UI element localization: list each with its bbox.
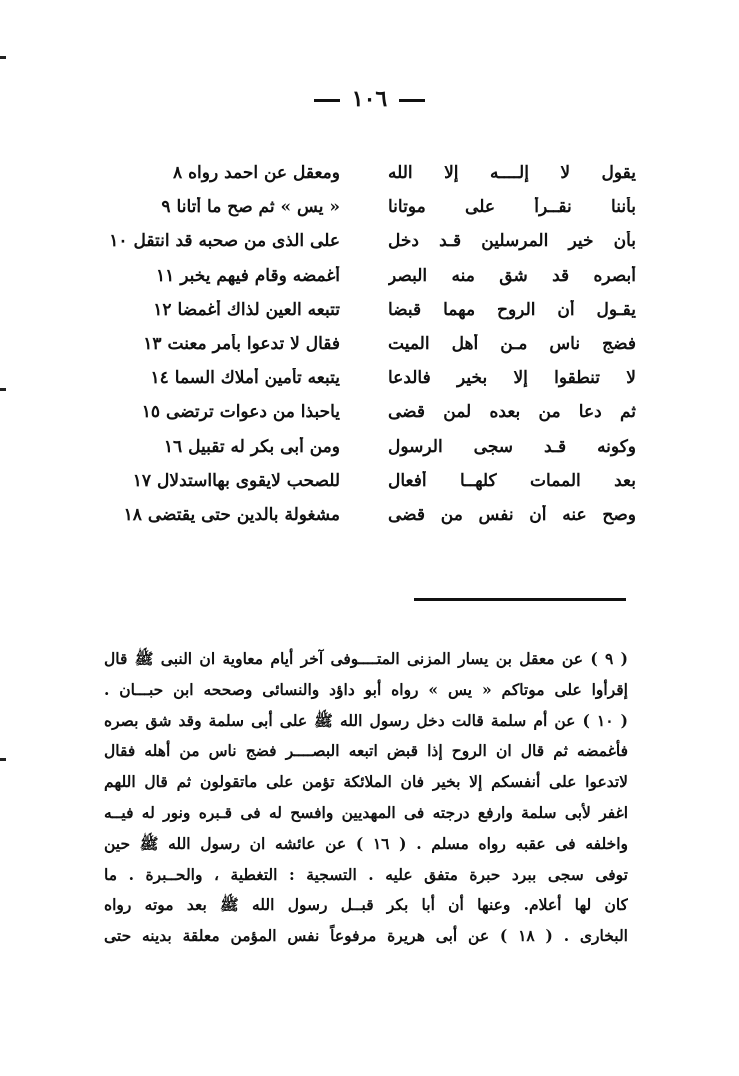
- footnote-line: لاتدعوا على أنفسكم إلا بخير فان الملائكة تؤمن على ماتقولون ثم قال اللهم: [104, 772, 628, 792]
- verse-second-hemistich: [96, 231, 340, 251]
- margin-mark-top: [0, 56, 6, 59]
- footnote-line: اغفر لأبى سلمة وارفع درجته فى المهديين وافسح له فى قـبره ونور له فيــه: [104, 802, 628, 822]
- verse-first-hemistich: وكونه قـد سجى الرسول: [388, 436, 636, 457]
- verse-second-hemistich: [96, 402, 340, 422]
- verse-first-hemistich: ثم دعا من بعده لمن قضى: [388, 402, 636, 423]
- verse-number: ٨: [172, 163, 183, 184]
- footnotes: [104, 644, 628, 952]
- margin-mark-middle: [0, 388, 6, 391]
- verse-first-hemistich: بعد الممات كلهــا أفعال: [388, 470, 636, 491]
- verse-second-text: ومعقل عن احمد رواه: [188, 163, 340, 184]
- verse-first-hemistich: بأن خير المرسلين قـد دخل: [388, 231, 636, 252]
- verse: [96, 259, 636, 293]
- verse: [96, 464, 636, 498]
- verse-second-hemistich: [96, 197, 340, 217]
- page-number-dash-left: [314, 99, 340, 102]
- footnote-line: ( ٩ ) عن معقل بن يسار المزنى المتــــوفى آخر أيام معاوية ان النبى ﷺ قال: [104, 649, 628, 668]
- verse: [96, 395, 636, 429]
- footnote-line: فأغمضه ثم قال ان الروح إذا قبض اتبعه البصــــر فضج ناس من أهله فقال: [104, 741, 628, 761]
- verse: [96, 224, 636, 258]
- verse-second-hemistich: [96, 437, 340, 457]
- verse-number: ١٣: [143, 334, 162, 355]
- page-number-text: ١٠٦: [351, 86, 388, 112]
- verse-second-hemistich: [96, 163, 340, 183]
- verse-second-hemistich: [96, 471, 340, 491]
- footnote-divider: [414, 598, 626, 601]
- verse-second-text: « يس » ثم صح ما أتانا: [176, 197, 340, 218]
- verse-second-text: على الذى من صحبه قد انتقل: [133, 231, 340, 252]
- page-number: [0, 86, 739, 112]
- verse-second-hemistich: [96, 505, 340, 525]
- verse-first-hemistich: وصح عنه أن نفس من قضى: [388, 504, 636, 525]
- verse-second-text: فقال لا تدعوا بأمر معنت: [167, 334, 340, 355]
- verse: [96, 156, 636, 190]
- verse-number: ١٤: [150, 368, 169, 389]
- verse-number: ١٥: [141, 402, 161, 423]
- verse-first-hemistich: فضج ناس مـن أهل الميت: [388, 334, 636, 355]
- verse-number: ١٢: [153, 299, 172, 320]
- verse-first-hemistich: أبصره قد شق منه البصر: [388, 265, 636, 286]
- margin-mark-lower: [0, 758, 6, 761]
- verse: [96, 361, 636, 395]
- footnote-line: البخارى . ( ١٨ ) عن أبى هريرة مرفوعاً نفس المؤمن معلقة بدينه حتى: [104, 926, 628, 946]
- verse: [96, 327, 636, 361]
- footnote-line: إقرأوا على موتاكم « يس » رواه أبو داؤد والنسائى وصححه ابن حبـــان .: [104, 679, 628, 699]
- verse-second-hemistich: [96, 368, 340, 388]
- verse-second-hemistich: [96, 300, 340, 320]
- verse-number: ١١: [156, 265, 175, 286]
- verse-second-hemistich: [96, 334, 340, 354]
- poem: [96, 156, 636, 532]
- verse-second-text: تتبعه العين لذاك أغمضا: [177, 299, 340, 320]
- verse: [96, 430, 636, 464]
- verse-first-hemistich: يقـول أن الروح مهما قبضا: [388, 299, 636, 320]
- verse-second-text: ومن أبى بكر له تقبيل: [188, 436, 340, 457]
- verse-first-hemistich: بأننا نقــرأ على موتانا: [388, 197, 636, 218]
- verse-number: ١٦: [163, 436, 183, 457]
- footnote-line: ( ١٠ ) عن أم سلمة قالت دخل رسول الله ﷺ على أبى سلمة وقد شق بصره: [104, 710, 628, 730]
- verse-number: ١٨: [123, 504, 142, 525]
- verse-number: ٩: [161, 197, 171, 218]
- verse: [96, 190, 636, 224]
- verse-second-text: أغمضه وقام فيهم يخبر: [180, 265, 340, 286]
- verse: [96, 293, 636, 327]
- verse-second-text: ياحبذا من دعوات ترتضى: [166, 402, 340, 423]
- verse-second-text: مشغولة بالدين حتى يقتضى: [147, 504, 340, 525]
- footnote-line: كان لها أعلام. وعنها أن أبا بكر قبــل رسول الله ﷺ بعد موته رواه: [104, 895, 628, 915]
- verse: [96, 498, 636, 532]
- footnote-line: توفى سجى ببرد حبرة متفق عليه . التسجية : التغطية ، والحــبرة . ما: [104, 864, 628, 884]
- verse-number: ١٠: [109, 231, 128, 252]
- verse-first-hemistich: يقول لا إلــــه إلا الله: [388, 163, 636, 184]
- page-number-dash-right: [399, 99, 425, 102]
- verse-second-hemistich: [96, 266, 340, 286]
- verse-number: ١٧: [132, 470, 152, 491]
- footnote-line: واخلفه فى عقبه رواه مسلم . ( ١٦ ) عن عائشه ان رسول الله ﷺ حين: [104, 833, 628, 853]
- verse-first-hemistich: لا تنطقوا إلا بخير فالدعا: [388, 368, 636, 389]
- verse-second-text: يتبعه تأمين أملاك السما: [174, 368, 340, 389]
- verse-second-text: للصحب لايقوى بهااستدلال: [157, 470, 340, 491]
